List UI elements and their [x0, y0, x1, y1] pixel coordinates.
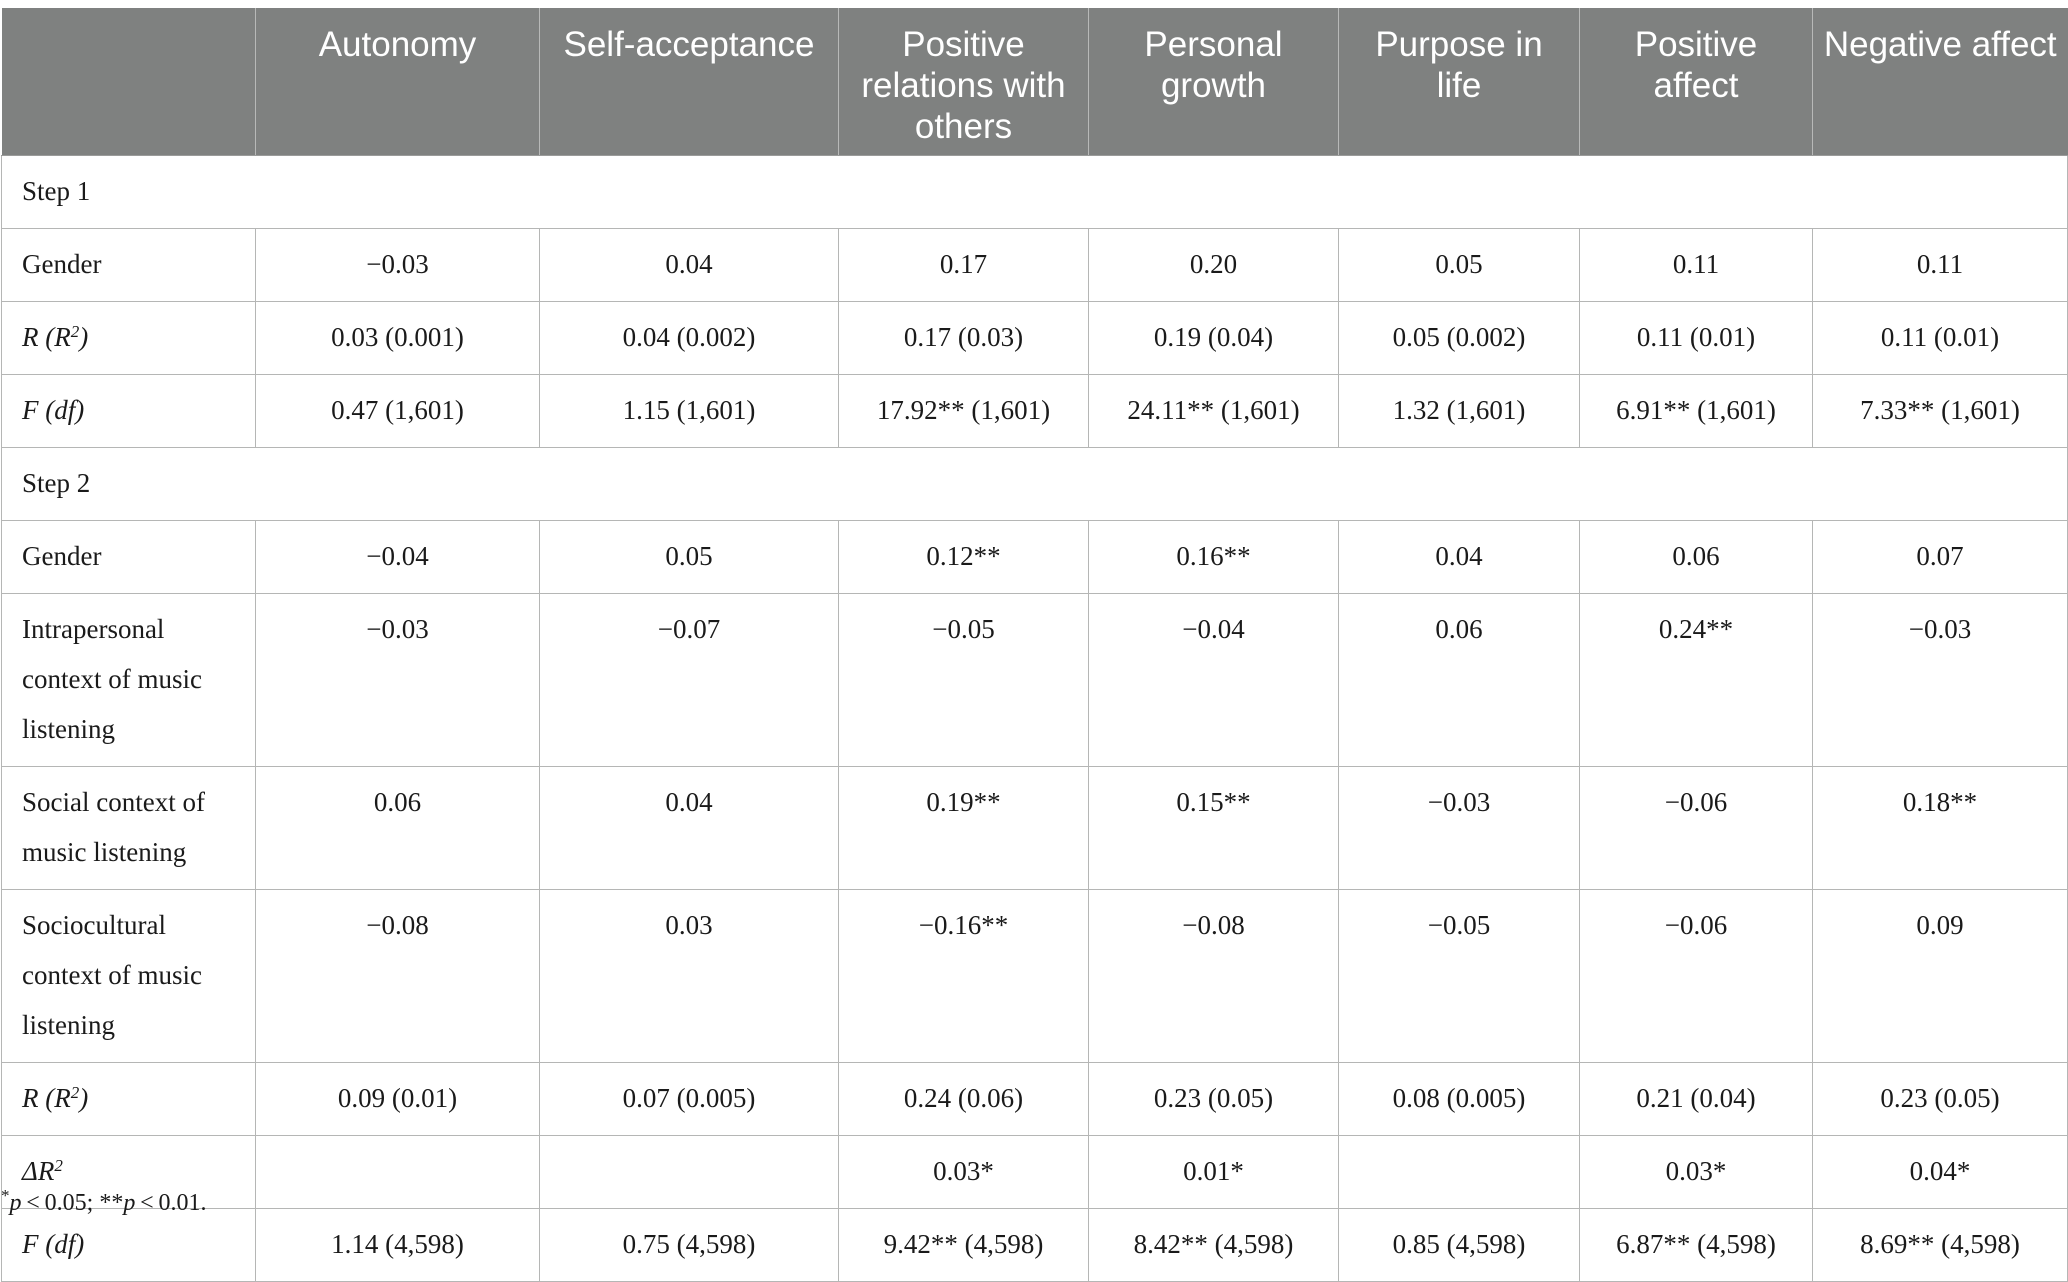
- table-cell: −0.03: [1813, 594, 2068, 767]
- table-cell: 0.75 (4,598): [540, 1209, 839, 1282]
- table-cell: 0.11: [1813, 229, 2068, 302]
- table-row: [2, 229, 2068, 302]
- table-cell: −0.05: [839, 594, 1089, 767]
- header-row: [2, 8, 2068, 156]
- table-cell: −0.07: [540, 594, 839, 767]
- table-cell: 0.12**: [839, 521, 1089, 594]
- table-cell: [1339, 1136, 1580, 1209]
- table-cell: 0.03*: [1580, 1136, 1813, 1209]
- table-cell: 0.23 (0.05): [1089, 1063, 1339, 1136]
- table-cell: 0.06: [256, 767, 540, 890]
- table-cell: 0.18**: [1813, 767, 2068, 890]
- table-cell: 0.24 (0.06): [839, 1063, 1089, 1136]
- table-row: [2, 767, 2068, 890]
- header-corner: [2, 8, 256, 156]
- row-label-delta-r2: $\Delta R^2$: [2, 1136, 256, 1209]
- table-cell: 0.11 (0.01): [1580, 302, 1813, 375]
- row-label-r: R $(R^2)$: [2, 1063, 256, 1136]
- table-row: [2, 1209, 2068, 1282]
- row-label-gender: Gender: [2, 229, 256, 302]
- table-cell: 0.06: [1580, 521, 1813, 594]
- step2-row: [2, 448, 2068, 521]
- table-cell: −0.03: [256, 229, 540, 302]
- table-cell: 0.85 (4,598): [1339, 1209, 1580, 1282]
- table-cell: −0.08: [256, 890, 540, 1063]
- table-cell: 0.24**: [1580, 594, 1813, 767]
- row-label-r: R $(R^2)$: [2, 302, 256, 375]
- table-cell: 0.01*: [1089, 1136, 1339, 1209]
- table-row: [2, 1136, 2068, 1209]
- table-row: [2, 302, 2068, 375]
- table-row: [2, 890, 2068, 1063]
- table-cell: 17.92** (1,601): [839, 375, 1089, 448]
- table-cell: −0.06: [1580, 890, 1813, 1063]
- header-purpose-in-life: Purpose in life: [1339, 8, 1580, 156]
- table-cell: 0.19**: [839, 767, 1089, 890]
- table-row: [2, 1063, 2068, 1136]
- table-cell: 0.17 (0.03): [839, 302, 1089, 375]
- regression-table: [1, 8, 2068, 1282]
- table-cell: 1.15 (1,601): [540, 375, 839, 448]
- table-cell: 0.07: [1813, 521, 2068, 594]
- row-label-f: F (df): [2, 375, 256, 448]
- table-cell: 0.21 (0.04): [1580, 1063, 1813, 1136]
- step2-label: Step 2: [2, 448, 2068, 521]
- table-cell: −0.05: [1339, 890, 1580, 1063]
- step1-row: [2, 156, 2068, 229]
- table-cell: 0.04: [540, 767, 839, 890]
- table-cell: −0.04: [1089, 594, 1339, 767]
- table-cell: −0.16**: [839, 890, 1089, 1063]
- table-cell: [256, 1136, 540, 1209]
- table-cell: 0.04: [540, 229, 839, 302]
- table-cell: −0.03: [256, 594, 540, 767]
- table-cell: 24.11** (1,601): [1089, 375, 1339, 448]
- table-cell: 0.47 (1,601): [256, 375, 540, 448]
- table-cell: 0.05: [1339, 229, 1580, 302]
- table-cell: −0.08: [1089, 890, 1339, 1063]
- table-cell: 0.09: [1813, 890, 2068, 1063]
- table-cell: 6.91** (1,601): [1580, 375, 1813, 448]
- table-cell: −0.04: [256, 521, 540, 594]
- header-negative-affect: Negative affect: [1813, 8, 2068, 156]
- table-cell: 0.03: [540, 890, 839, 1063]
- table-cell: 0.15**: [1089, 767, 1339, 890]
- table-cell: 0.20: [1089, 229, 1339, 302]
- table-cell: [540, 1136, 839, 1209]
- header-positive-affect: Positive affect: [1580, 8, 1813, 156]
- row-label-f: F (df): [2, 1209, 256, 1282]
- table-cell: 0.04*: [1813, 1136, 2068, 1209]
- header-autonomy: Autonomy: [256, 8, 540, 156]
- table-cell: 0.16**: [1089, 521, 1339, 594]
- table-cell: 0.03*: [839, 1136, 1089, 1209]
- table-cell: 0.17: [839, 229, 1089, 302]
- table-cell: 0.05 (0.002): [1339, 302, 1580, 375]
- table-cell: 0.09 (0.01): [256, 1063, 540, 1136]
- table-cell: 0.19 (0.04): [1089, 302, 1339, 375]
- header-personal-growth: Personal growth: [1089, 8, 1339, 156]
- row-label-intrapersonal: Intrapersonal context of music listening: [2, 594, 256, 767]
- table-row: [2, 521, 2068, 594]
- regression-table-container: [0, 8, 2068, 1282]
- table-cell: 0.23 (0.05): [1813, 1063, 2068, 1136]
- table-cell: 0.04 (0.002): [540, 302, 839, 375]
- table-footnote: *p < 0.05; **p < 0.01.: [1, 1186, 207, 1216]
- table-row: [2, 594, 2068, 767]
- table-cell: 0.11: [1580, 229, 1813, 302]
- table-cell: 0.08 (0.005): [1339, 1063, 1580, 1136]
- table-cell: 6.87** (4,598): [1580, 1209, 1813, 1282]
- table-row: [2, 375, 2068, 448]
- step1-label: Step 1: [2, 156, 2068, 229]
- table-cell: 0.11 (0.01): [1813, 302, 2068, 375]
- header-self-acceptance: Self-acceptance: [540, 8, 839, 156]
- table-cell: −0.06: [1580, 767, 1813, 890]
- table-cell: 0.07 (0.005): [540, 1063, 839, 1136]
- table-cell: 0.04: [1339, 521, 1580, 594]
- row-label-sociocultural: Sociocultural context of music listening: [2, 890, 256, 1063]
- table-cell: 8.42** (4,598): [1089, 1209, 1339, 1282]
- table-cell: 1.32 (1,601): [1339, 375, 1580, 448]
- table-cell: 8.69** (4,598): [1813, 1209, 2068, 1282]
- table-cell: 0.06: [1339, 594, 1580, 767]
- table-cell: 7.33** (1,601): [1813, 375, 2068, 448]
- table-cell: −0.03: [1339, 767, 1580, 890]
- table-cell: 0.03 (0.001): [256, 302, 540, 375]
- header-positive-relations: Positive relations with others: [839, 8, 1089, 156]
- row-label-gender: Gender: [2, 521, 256, 594]
- table-cell: 1.14 (4,598): [256, 1209, 540, 1282]
- table-cell: 0.05: [540, 521, 839, 594]
- row-label-social: Social context of music listening: [2, 767, 256, 890]
- table-cell: 9.42** (4,598): [839, 1209, 1089, 1282]
